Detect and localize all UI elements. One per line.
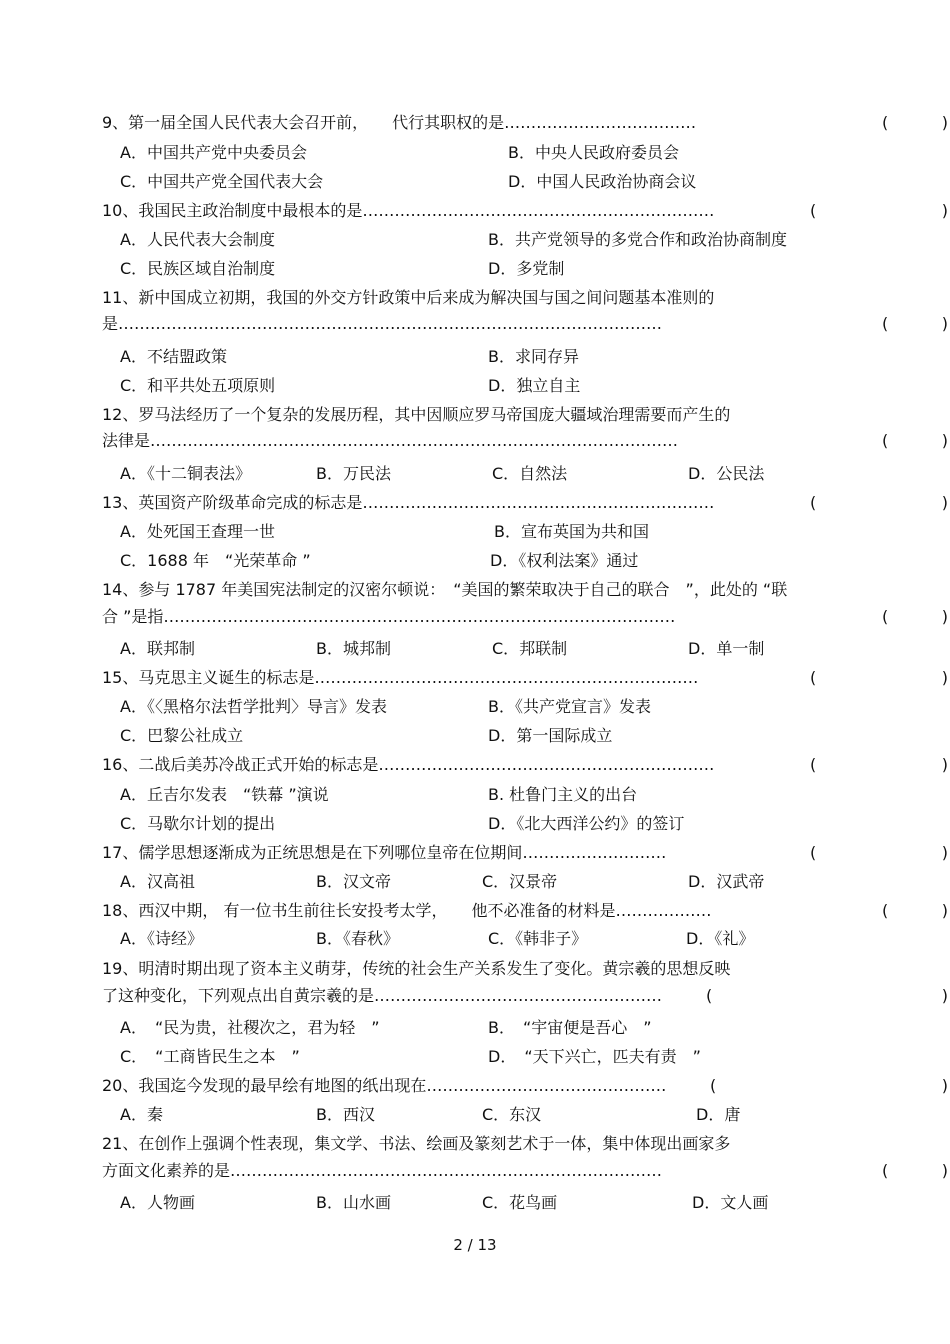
question-21-option-c: C．花鸟画 <box>482 1193 558 1212</box>
question-15-option-b: B．《共产党宣言》发表 <box>488 697 651 716</box>
answer-parentheses: ( ) <box>882 113 948 132</box>
question-10-option-c: C．民族区域自治制度 <box>120 259 276 278</box>
question-11-option-b: B．求同存异 <box>488 347 579 366</box>
question-13-option-c: C．1688 年 “光荣革命 ” <box>120 551 311 570</box>
question-13-stem <box>102 492 948 514</box>
question-19-option-d: D． “天下兴亡，匹夫有责 ” <box>488 1047 701 1066</box>
stem-text: 16、二战后美苏冷战正式开始的标志是……………………………………………………… <box>102 755 715 774</box>
answer-parentheses: ( ) <box>882 901 948 920</box>
answer-parentheses: ( ) <box>710 1076 948 1095</box>
answer-parentheses: ( ) <box>810 493 948 512</box>
question-13-option-a: A．处死国王查理一世 <box>120 522 275 541</box>
question-15-option-c: C．巴黎公社成立 <box>120 726 244 745</box>
question-11-option-c: C．和平共处五项原则 <box>120 376 276 395</box>
question-16-option-d: D．《北大西洋公约》的签订 <box>488 814 685 833</box>
question-12-stem-line2 <box>102 430 948 452</box>
question-9-option-a: A．中国共产党中央委员会 <box>120 143 307 162</box>
question-14-option-a: A．联邦制 <box>120 639 195 658</box>
stem-text: 18、西汉中期， 有一位书生前往长安投考太学， 他不必准备的材料是……………… <box>102 901 712 920</box>
stem-text: 方面文化素养的是……………………………………………………………………… <box>102 1161 663 1180</box>
question-21-option-a: A．人物画 <box>120 1193 195 1212</box>
question-14-stem-line1: 14、参与 1787 年美国宪法制定的汉密尔顿说： “美国的繁荣取决于自己的联合 ”，此处的 “联 <box>102 580 788 599</box>
answer-parentheses: ( ) <box>882 431 948 450</box>
question-13-option-b: B．宣布英国为共和国 <box>494 522 649 541</box>
question-19-option-c: C． “工商皆民生之本 ” <box>120 1047 300 1066</box>
question-14-option-c: C．邦联制 <box>492 639 568 658</box>
question-20-option-c: C．东汉 <box>482 1105 542 1124</box>
answer-parentheses: ( ) <box>810 843 948 862</box>
question-10-option-a: A．人民代表大会制度 <box>120 230 275 249</box>
answer-parentheses: ( ) <box>810 755 948 774</box>
stem-text: 9、第一届全国人民代表大会召开前， 代行其职权的是……………………………… <box>102 113 697 132</box>
question-12-option-b: B．万民法 <box>316 464 391 483</box>
question-16-option-c: C．马歇尔计划的提出 <box>120 814 276 833</box>
question-18-option-d: D．《礼》 <box>686 929 755 948</box>
stem-text: 了这种变化，下列观点出自黄宗羲的是……………………………………………… <box>102 986 663 1005</box>
stem-text: 是………………………………………………………………………………………… <box>102 314 662 333</box>
question-17-option-a: A．汉高祖 <box>120 872 195 891</box>
question-11-option-d: D．独立自主 <box>488 376 581 395</box>
question-21-option-d: D．文人画 <box>692 1193 769 1212</box>
question-11-stem-line2 <box>102 313 948 335</box>
answer-parentheses: ( ) <box>810 668 948 687</box>
answer-parentheses: ( ) <box>882 314 948 333</box>
question-15-stem <box>102 667 948 689</box>
question-21-stem-line2 <box>102 1160 948 1182</box>
question-18-stem <box>102 900 948 922</box>
question-18-option-c: C．《韩非子》 <box>488 929 588 948</box>
question-9-stem <box>102 112 948 134</box>
question-9-option-d: D．中国人民政治协商会议 <box>508 172 697 191</box>
question-10-option-d: D．多党制 <box>488 259 565 278</box>
question-19-stem-line2 <box>102 985 948 1007</box>
question-17-option-d: D．汉武帝 <box>688 872 765 891</box>
question-11-stem-line1: 11、新中国成立初期，我国的外交方针政策中后来成为解决国与国之间问题基本准则的 <box>102 288 715 307</box>
question-9-option-b: B．中央人民政府委员会 <box>508 143 679 162</box>
question-15-option-a: A．《〈黑格尔法哲学批判〉导言》发表 <box>120 697 387 716</box>
question-9-option-c: C．中国共产党全国代表大会 <box>120 172 324 191</box>
question-16-option-a: A．丘吉尔发表 “铁幕 ”演说 <box>120 785 329 804</box>
stem-text: 13、英国资产阶级革命完成的标志是………………………………………………………… <box>102 493 715 512</box>
question-15-option-d: D．第一国际成立 <box>488 726 613 745</box>
question-12-option-c: C．自然法 <box>492 464 568 483</box>
question-20-stem <box>102 1075 948 1097</box>
page-number: 2 / 13 <box>453 1236 497 1254</box>
stem-text: 20、我国迄今发现的最早绘有地图的纸出现在……………………………………… <box>102 1076 667 1095</box>
question-17-stem <box>102 842 948 864</box>
question-13-option-d: D．《权利法案》通过 <box>490 551 639 570</box>
question-12-option-d: D．公民法 <box>688 464 765 483</box>
answer-parentheses: ( ) <box>706 986 948 1005</box>
stem-text: 法律是……………………………………………………………………………………… <box>102 431 679 450</box>
stem-text: 15、马克思主义诞生的标志是……………………………………………………………… <box>102 668 699 687</box>
answer-parentheses: ( ) <box>882 607 948 626</box>
stem-text: 10、我国民主政治制度中最根本的是………………………………………………………… <box>102 201 715 220</box>
question-14-option-b: B．城邦制 <box>316 639 391 658</box>
question-16-stem <box>102 754 948 776</box>
answer-parentheses: ( ) <box>882 1161 948 1180</box>
stem-text: 合 ”是指…………………………………………………………………………………… <box>102 607 676 626</box>
question-21-stem-line1: 21、在创作上强调个性表现，集文学、书法、绘画及篆刻艺术于一体，集中体现出画家多 <box>102 1134 731 1153</box>
question-11-option-a: A．不结盟政策 <box>120 347 227 366</box>
question-19-option-b: B． “宇宙便是吾心 ” <box>488 1018 652 1037</box>
question-16-option-b: B. 杜鲁门主义的出台 <box>488 785 638 804</box>
question-20-option-d: D．唐 <box>696 1105 741 1124</box>
stem-text: 17、儒学思想逐渐成为正统思想是在下列哪位皇帝在位期间……………………… <box>102 843 667 862</box>
question-19-option-a: A． “民为贵，社稷次之，君为轻 ” <box>120 1018 380 1037</box>
question-18-option-a: A．《诗经》 <box>120 929 203 948</box>
answer-parentheses: ( ) <box>810 201 948 220</box>
question-10-stem <box>102 200 948 222</box>
question-17-option-c: C．汉景帝 <box>482 872 558 891</box>
question-18-option-b: B．《春秋》 <box>316 929 399 948</box>
question-12-option-a: A．《十二铜表法》 <box>120 464 251 483</box>
question-19-stem-line1: 19、明清时期出现了资本主义萌芽，传统的社会生产关系发生了变化。黄宗羲的思想反映 <box>102 959 731 978</box>
question-17-option-b: B．汉文帝 <box>316 872 391 891</box>
question-10-option-b: B．共产党领导的多党合作和政治协商制度 <box>488 230 787 249</box>
question-20-option-a: A．秦 <box>120 1105 163 1124</box>
question-21-option-b: B．山水画 <box>316 1193 391 1212</box>
question-12-stem-line1: 12、罗马法经历了一个复杂的发展历程，其中因顺应罗马帝国庞大疆域治理需要而产生的 <box>102 405 731 424</box>
question-14-option-d: D．单一制 <box>688 639 765 658</box>
question-20-option-b: B．西汉 <box>316 1105 375 1124</box>
question-14-stem-line2 <box>102 606 948 628</box>
